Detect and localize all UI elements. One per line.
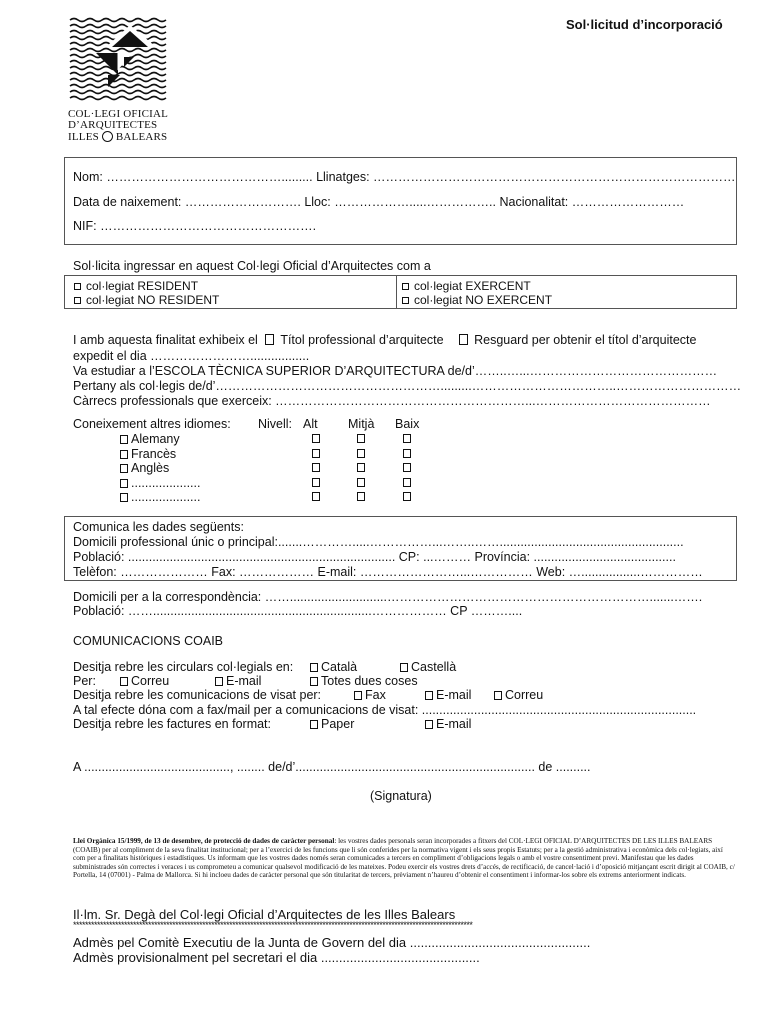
correu-label: Correu (131, 674, 170, 688)
checkbox-icon[interactable] (310, 663, 318, 672)
level-mitja-checkbox[interactable] (357, 463, 365, 472)
addressee: Il·lm. Sr. Degà del Col·legi Oficial d’Arquitectes de les Illes Balears (73, 907, 456, 922)
poblacio2-field[interactable]: Població: ……...............................................................……………… CP ……….... (73, 604, 523, 618)
logo-line-3 (68, 131, 170, 143)
checkbox-icon[interactable] (494, 691, 502, 700)
titol-checkbox[interactable] (265, 334, 274, 345)
fax-label: Fax (365, 688, 386, 702)
catala-label: Català (321, 660, 358, 674)
language-row[interactable] (120, 447, 176, 462)
logo-line-3b: BALEARS (115, 131, 168, 143)
per-totes[interactable] (310, 674, 418, 689)
poblacio-field[interactable]: Població: ............................................................................. CP: ...……… Província: ......................................... (73, 550, 676, 564)
solicita-intro: Sol·licita ingressar en aquest Col·legi Oficial d’Arquitectes com a (73, 259, 431, 273)
membership-type-box (64, 275, 737, 309)
logo-waves-icon (68, 17, 170, 101)
language-checkbox-icon[interactable] (120, 479, 128, 488)
circulars-label: Desitja rebre les circulars col·legials en: (73, 660, 294, 674)
paper-label: Paper (321, 717, 355, 731)
nom-field[interactable]: Nom: ……………………………………......... Llinatges: …………………………………………………………………………… (73, 170, 736, 184)
circulars-castella[interactable] (400, 660, 456, 675)
nif-field[interactable]: NIF: ……………………………………………. (73, 219, 317, 233)
page-title: Sol·licitud d’incorporació (566, 17, 723, 32)
admes-comite[interactable]: Admès pel Comitè Executiu de la Junta de Govern del dia .................................................. (73, 935, 591, 950)
nivell-label: Nivell: (258, 417, 293, 431)
level-baix-checkbox[interactable] (403, 434, 411, 443)
correspondencia-field[interactable]: Domicili per a la correspondència: ……............................……………………………………………………….......……. (73, 590, 703, 604)
factures-email[interactable] (425, 717, 471, 732)
level-alt-checkbox[interactable] (312, 492, 320, 501)
level-mitja-checkbox[interactable] (357, 449, 365, 458)
language-label: Francès (131, 446, 177, 461)
level-alt-checkbox[interactable] (312, 463, 320, 472)
language-row[interactable] (120, 476, 200, 491)
resguard-label: Resguard per obtenir el títol d’arquitecte (474, 333, 697, 347)
per-correu[interactable] (120, 674, 169, 689)
personal-data-box (64, 157, 737, 245)
level-mitja-checkbox[interactable] (357, 478, 365, 487)
visat-label: Desitja rebre les comunicacions de visat per: (73, 688, 322, 702)
email-label: E-mail (226, 674, 262, 688)
expedit-field[interactable]: expedit el dia ……………………................. (73, 349, 310, 363)
carrecs-field[interactable]: Càrrecs professionals que exerceix: ……………………………………………………...…………………………………… (73, 394, 711, 408)
level-alt-checkbox[interactable] (312, 434, 320, 443)
level-alt-checkbox[interactable] (312, 478, 320, 487)
checkbox-icon[interactable] (425, 691, 433, 700)
language-label[interactable]: .................... (131, 475, 201, 490)
level-mitja-header: Mitjà (348, 417, 375, 431)
language-row[interactable] (120, 490, 200, 505)
email2-label: E-mail (436, 688, 472, 702)
level-alt-checkbox[interactable] (312, 449, 320, 458)
level-baix-checkbox[interactable] (403, 463, 411, 472)
factures-paper[interactable] (310, 717, 354, 732)
level-mitja-checkbox[interactable] (357, 434, 365, 443)
option-no-resident[interactable] (74, 293, 219, 307)
logo-line-1: COL·LEGI OFICIAL (68, 108, 169, 120)
level-baix-checkbox[interactable] (403, 478, 411, 487)
checkbox-icon[interactable] (310, 720, 318, 729)
checkbox-icon[interactable] (120, 677, 128, 686)
idiomes-label: Coneixement altres idiomes: (73, 417, 231, 431)
signature-place-date[interactable]: A .........................................., ........ de/d’..................................................................... de .......... (73, 760, 591, 774)
checkbox-icon[interactable] (402, 297, 409, 304)
efecte-field[interactable]: A tal efecte dóna com a fax/mail per a comunicacions de visat: ............................................................................... (73, 703, 697, 717)
per-label: Per: (73, 674, 96, 688)
level-mitja-checkbox[interactable] (357, 492, 365, 501)
level-baix-checkbox[interactable] (403, 492, 411, 501)
language-checkbox-icon[interactable] (120, 493, 128, 502)
checkbox-icon[interactable] (402, 283, 409, 290)
logo-seal-icon (102, 131, 113, 142)
option-exercent-label: col·legiat EXERCENT (414, 279, 531, 293)
correu2-label: Correu (505, 688, 544, 702)
language-label: Anglès (131, 461, 170, 475)
language-label: Alemany (131, 432, 180, 446)
admes-secretari[interactable]: Admès provisionalment pel secretari el dia ............................................ (73, 950, 480, 965)
naixement-field[interactable]: Data de naixement: ………………………. Lloc: ……………….....…………….. Nacionalitat: ……………………… (73, 195, 685, 209)
factures-label: Desitja rebre les factures en format: (73, 717, 271, 731)
coaib-logo (68, 17, 170, 143)
checkbox-icon[interactable] (74, 297, 81, 304)
language-row[interactable] (120, 432, 180, 447)
level-baix-header: Baix (395, 417, 420, 431)
finalitat-line-1 (73, 333, 696, 348)
legal-text: : les vostres dades personals seran incorporades a fitxers del COL·LEGI OFICIAL D’ARQUITECTES DE LES ILLES BALEARS (COAIB) per al compliment de la seva finalitat institucional; per a l’exercici de les funcions que li són conferides per la normativa vigent i els seus propis Estatuts; per a la gestió administrativa i econòmica dels col·legiats, així com per a finalitats històriques i estadístiques. Us informam que les vostres dades només seran comunicades a tercers en compliment d’obligacions legals o amb el vostre consentiment previ. Manifestau que les dades subministrades són correctes i veraces i us comprometeu a comunicar qualsevol modificació de les mateixes. Podeu exercir els vostres drets d’accés, de rectificació, de cancel·lació i d’oposició mitjançant escrit dirigit al COAIB, c/ Portella, 14 (07001) - Palma de Mallorca. Si hi incloeu dades de caràcter personal que són titularitat de tercers, prèviament n’haureu d’obtenir el consentiment i informar-los sobre els extrems anteriorment indicats. (73, 837, 735, 880)
checkbox-icon[interactable] (354, 691, 362, 700)
option-resident-label: col·legiat RESIDENT (86, 279, 199, 293)
visat-email[interactable] (425, 688, 471, 703)
collegis-field[interactable]: Pertany als col·legis de/d’……………………………………………….........……………………………..………………………… (73, 379, 742, 393)
escola-field[interactable]: Va estudiar a l’ESCOLA TÈCNICA SUPERIOR D’ARQUITECTURA de/d’……..…...……………………………………… (73, 364, 718, 378)
option-no-exercent-label: col·legiat NO EXERCENT (414, 293, 553, 307)
email3-label: E-mail (436, 717, 472, 731)
option-no-resident-label: col·legiat NO RESIDENT (86, 293, 220, 307)
totes-label: Totes dues coses (321, 674, 418, 688)
circulars-catala[interactable] (310, 660, 357, 675)
language-checkbox-icon[interactable] (120, 450, 128, 459)
dades-box (64, 516, 737, 581)
legal-notice (73, 837, 735, 880)
checkbox-icon[interactable] (215, 677, 223, 686)
language-label[interactable]: .................... (131, 490, 201, 504)
language-checkbox-icon[interactable] (120, 464, 128, 473)
finalitat-intro: I amb aquesta finalitat exhibeix el (73, 333, 258, 347)
option-no-exercent[interactable] (402, 293, 552, 307)
stars-separator: ************************************************************************************************************************************* (73, 920, 473, 930)
language-row[interactable] (120, 461, 169, 476)
logo-line-3a: ILLES (68, 131, 99, 143)
domicili-field[interactable]: Domicili professional únic o principal:.......………….....……………...……..……..................................................... (73, 535, 684, 549)
visat-correu[interactable] (494, 688, 543, 703)
checkbox-icon[interactable] (74, 283, 81, 290)
telefon-field[interactable]: Telèfon: ………………… Fax: ……………… E-mail: ……………………...…………… Web: ….................…………… (73, 565, 703, 579)
castella-label: Castellà (411, 660, 457, 674)
language-checkbox-icon[interactable] (120, 435, 128, 444)
visat-fax[interactable] (354, 688, 386, 703)
legal-bold: Llei Orgànica 15/1999, de 13 de desembre, de protecció de dades de caràcter personal (73, 837, 335, 845)
level-baix-checkbox[interactable] (403, 449, 411, 458)
comunicacions-heading: COMUNICACIONS COAIB (73, 634, 224, 648)
checkbox-icon[interactable] (425, 720, 433, 729)
logo-line-2: D’ARQUITECTES (68, 119, 158, 131)
membership-divider (396, 276, 397, 308)
signature-label: (Signatura) (370, 789, 432, 803)
option-resident[interactable] (74, 279, 198, 293)
checkbox-icon[interactable] (310, 677, 318, 686)
checkbox-icon[interactable] (400, 663, 408, 672)
titol-label: Títol professional d’arquitecte (280, 333, 444, 347)
resguard-checkbox[interactable] (459, 334, 468, 345)
option-exercent[interactable] (402, 279, 531, 293)
dades-intro: Comunica les dades següents: (73, 520, 244, 534)
level-alt-header: Alt (303, 417, 318, 431)
per-email[interactable] (215, 674, 261, 689)
